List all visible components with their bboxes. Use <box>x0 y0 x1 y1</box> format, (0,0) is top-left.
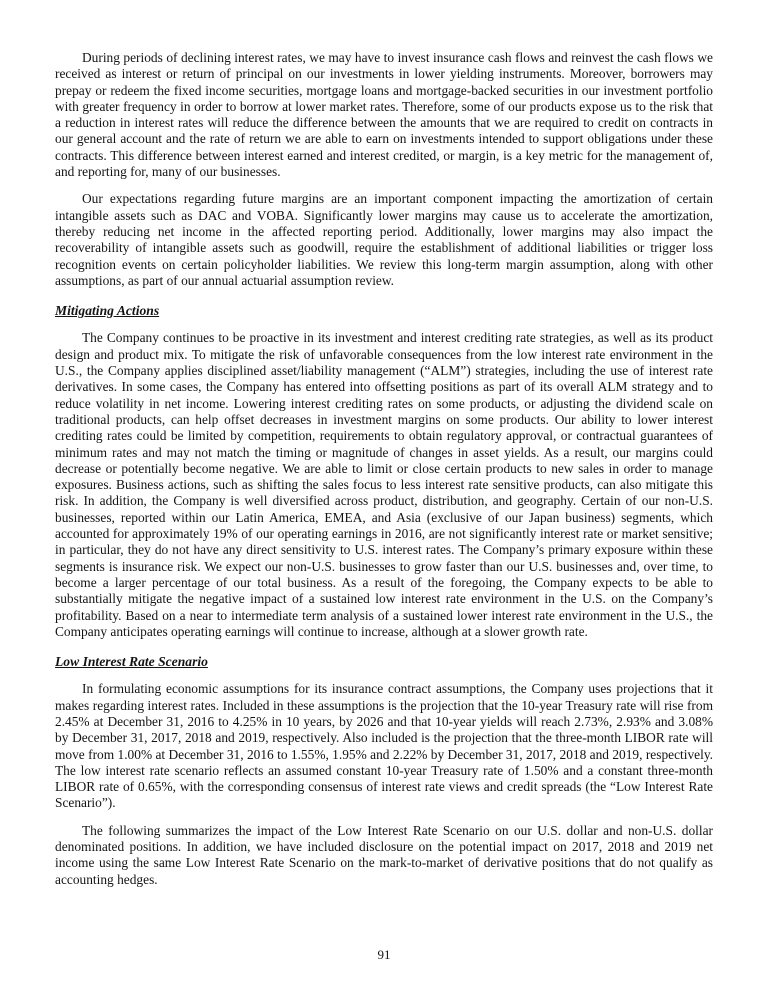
paragraph-future-margins: Our expectations regarding future margins are an important component impacting the amortization of certain intangible assets such as DAC and VOBA. Significantly lower margins may cause us to accelerate the amortization, thereby reducing net income in the affected reporting period. Additionally, lower margins may also impact the recoverability of intangible assets such as goodwill, require the establishment of additional liabilities or trigger loss recognition events on certain policyholder liabilities. We review this long-term margin assumption, along with other assumptions, as part of our annual actuarial assumption review. <box>55 191 713 288</box>
paragraph-declining-interest-rates: During periods of declining interest rates, we may have to invest insurance cash flows and reinvest the cash flows we received as interest or return of principal on our investments in lower yielding instruments. Moreover, borrowers may prepay or redeem the fixed income securities, mortgage loans and mortgage-backed securities in our investment portfolio with greater frequency in order to borrow at lower market rates. Therefore, some of our products expose us to the risk that a reduction in interest rates will reduce the difference between the amounts that we are required to credit on contracts in our general account and the rate of return we are able to earn on investments intended to support obligations under these contracts. This difference between interest earned and interest credited, or margin, is a key metric for the management of, and reporting for, many of our businesses. <box>55 50 713 180</box>
paragraph-low-interest-rate-scenario-body: In formulating economic assumptions for its insurance contract assumptions, the Company uses projections that it makes regarding interest rates. Included in these assumptions is the projection that the 10-year Treasury rate will rise from 2.45% at December 31, 2016 to 4.25% in 10 years, by 2026 and that 10-year yields will reach 2.73%, 2.93% and 3.08% by December 31, 2017, 2018 and 2019, respectively. Also included is the projection that the three-month LIBOR rate will move from 1.00% at December 31, 2016 to 1.55%, 1.95% and 2.22% by December 31, 2017, 2018 and 2019, respectively. The low interest rate scenario reflects an assumed constant 10-year Treasury rate of 1.50% and a constant three-month LIBOR rate of 0.65%, with the corresponding consensus of interest rate views and credit spreads (the “Low Interest Rate Scenario”). <box>55 681 713 811</box>
paragraph-scenario-summary: The following summarizes the impact of the Low Interest Rate Scenario on our U.S. dollar and non-U.S. dollar denominated positions. In addition, we have included disclosure on the potential impact on 2017, 2018 and 2019 net income using the same Low Interest Rate Scenario on the mark-to-market of derivative positions that do not qualify as accounting hedges. <box>55 822 713 887</box>
section-heading-low-interest-rate-scenario: Low Interest Rate Scenario <box>55 654 208 670</box>
section-heading-mitigating-actions: Mitigating Actions <box>55 303 160 319</box>
document-body <box>55 50 713 899</box>
paragraph-mitigating-actions-body: The Company continues to be proactive in its investment and interest crediting rate strategies, as well as its product design and product mix. To mitigate the risk of unfavorable consequences from the low interest rate environment in the U.S., the Company applies disciplined asset/liability management (“ALM”) strategies, including the use of interest rate derivatives. In some cases, the Company has entered into offsetting positions as part of its overall ALM strategy and to reduce volatility in net income. Lowering interest crediting rates on some products, or adjusting the dividend scale on traditional products, can help offset decreases in investment margins on some products. Our ability to lower interest crediting rates could be limited by competition, requirements to obtain regulatory approval, or contractual guarantees of minimum rates and may not match the timing or magnitude of changes in asset yields. As a result, our margins could decrease or potentially become negative. We are able to limit or close certain products to new sales in order to manage exposures. Business actions, such as shifting the sales focus to less interest rate sensitive products, can also mitigate this risk. In addition, the Company is well diversified across product, distribution, and geography. Certain of our non-U.S. businesses, reported within our Latin America, EMEA, and Asia (exclusive of our Japan business) segments, which accounted for approximately 19% of our operating earnings in 2016, are not significantly interest rate or market sensitive; in particular, they do not have any direct sensitivity to U.S. interest rates. The Company’s primary exposure within these segments is insurance risk. We expect our non-U.S. businesses to grow faster than our U.S. businesses and, over time, to become a larger percentage of our total business. As a result of the foregoing, the Company expects to be able to substantially mitigate the negative impact of a sustained low interest rate environment in the U.S. on the Company’s profitability. Based on a near to intermediate term analysis of a sustained lower interest rate environment in the U.S., the Company anticipates operating earnings will continue to increase, although at a slower growth rate. <box>55 330 713 639</box>
page-number: 91 <box>377 947 391 962</box>
